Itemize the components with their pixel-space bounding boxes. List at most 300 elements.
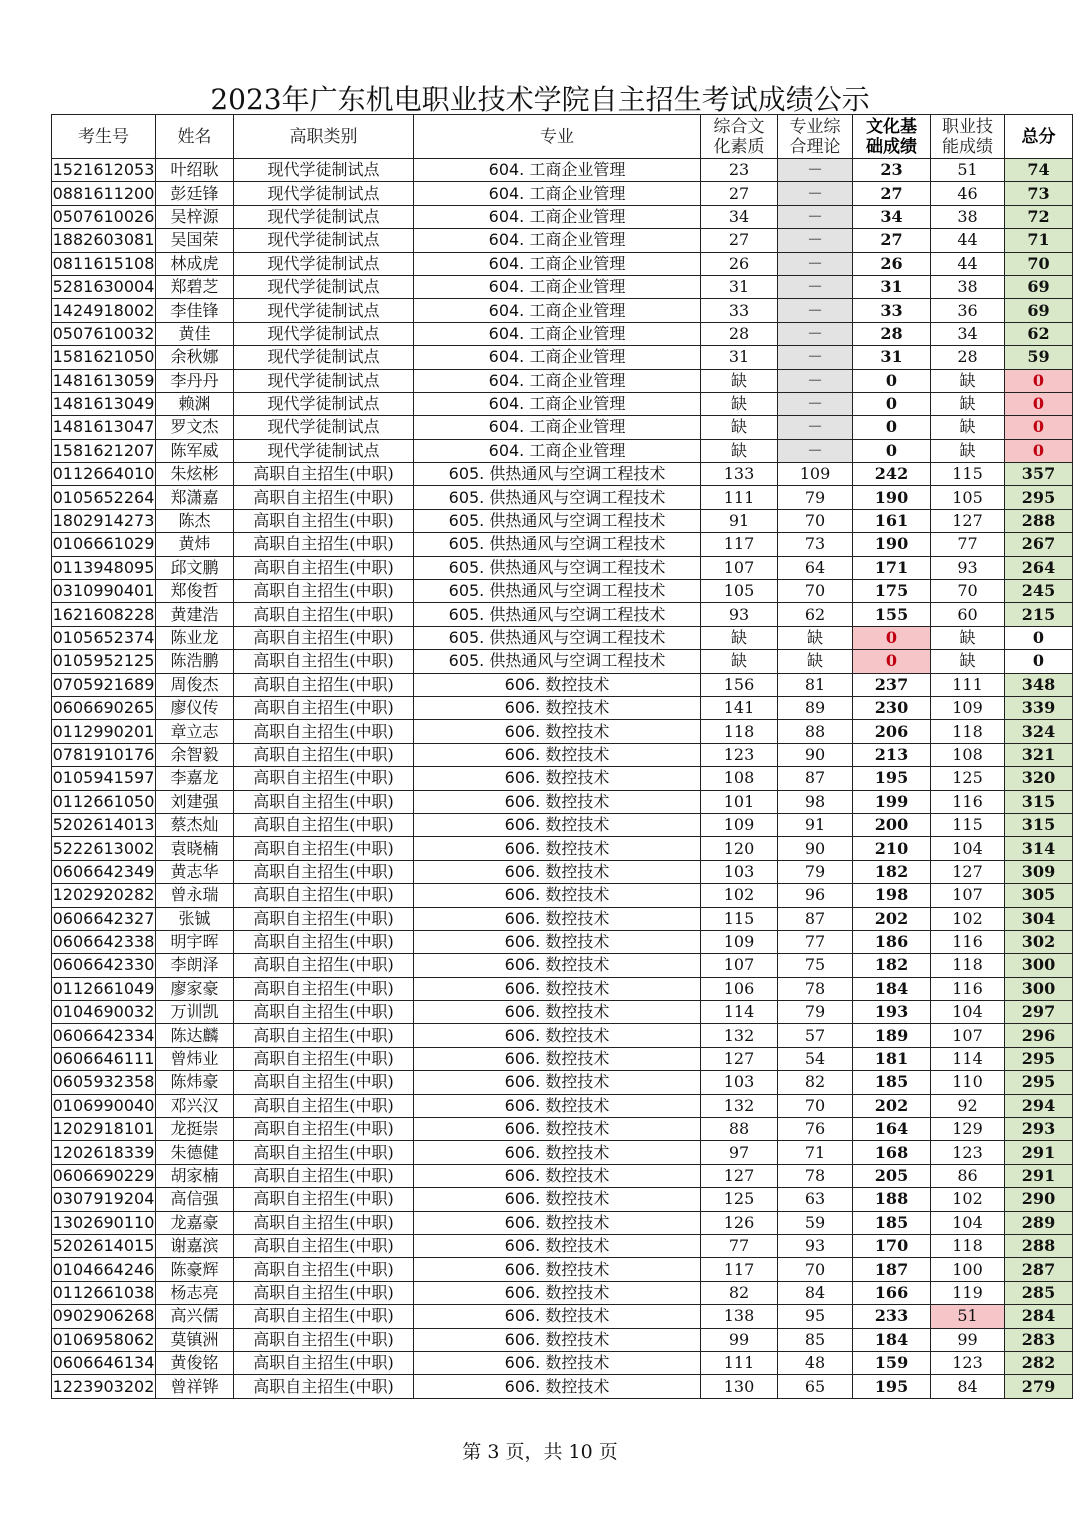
table-row bbox=[52, 1328, 1073, 1351]
cell-total: 293 bbox=[1005, 1118, 1073, 1141]
cell-major: 604. 工商企业管理 bbox=[414, 159, 701, 182]
cell-professional-theory: － bbox=[778, 392, 853, 415]
cell-exam-id: 1481613049 bbox=[52, 392, 156, 415]
cell-exam-id: 0705921689 bbox=[52, 673, 156, 696]
table-row bbox=[52, 977, 1073, 1000]
cell-exam-id: 0606642330 bbox=[52, 954, 156, 977]
table-row bbox=[52, 486, 1073, 509]
cell-category: 高职自主招生(中职) bbox=[234, 1351, 414, 1374]
cell-category: 高职自主招生(中职) bbox=[234, 1071, 414, 1094]
cell-category: 高职自主招生(中职) bbox=[234, 743, 414, 766]
cell-category: 高职自主招生(中职) bbox=[234, 977, 414, 1000]
cell-major: 606. 数控技术 bbox=[414, 1234, 701, 1257]
cell-exam-id: 5222613002 bbox=[52, 837, 156, 860]
table-row bbox=[52, 299, 1073, 322]
cell-total: 304 bbox=[1005, 907, 1073, 930]
cell-name: 龙嘉豪 bbox=[156, 1211, 234, 1234]
cell-name: 郑潇嘉 bbox=[156, 486, 234, 509]
cell-general-culture: 127 bbox=[701, 1047, 778, 1070]
cell-major: 606. 数控技术 bbox=[414, 1118, 701, 1141]
cell-name: 彭廷锋 bbox=[156, 182, 234, 205]
cell-general-culture: 118 bbox=[701, 720, 778, 743]
cell-professional-theory: － bbox=[778, 346, 853, 369]
table-row bbox=[52, 954, 1073, 977]
cell-exam-id: 0112664010 bbox=[52, 463, 156, 486]
cell-skill-score: 114 bbox=[931, 1047, 1005, 1070]
cell-category: 现代学徒制试点 bbox=[234, 299, 414, 322]
cell-culture-score: 242 bbox=[853, 463, 931, 486]
cell-professional-theory: 64 bbox=[778, 556, 853, 579]
cell-name: 陈浩鹏 bbox=[156, 650, 234, 673]
cell-exam-id: 0104690032 bbox=[52, 1001, 156, 1024]
cell-total: 289 bbox=[1005, 1211, 1073, 1234]
cell-total: 320 bbox=[1005, 767, 1073, 790]
cell-exam-id: 0606646111 bbox=[52, 1047, 156, 1070]
cell-skill-score: 116 bbox=[931, 790, 1005, 813]
cell-professional-theory: 57 bbox=[778, 1024, 853, 1047]
cell-major: 604. 工商企业管理 bbox=[414, 182, 701, 205]
cell-name: 郑俊哲 bbox=[156, 580, 234, 603]
cell-exam-id: 0105952125 bbox=[52, 650, 156, 673]
cell-culture-score: 233 bbox=[853, 1305, 931, 1328]
cell-category: 现代学徒制试点 bbox=[234, 416, 414, 439]
cell-professional-theory: 71 bbox=[778, 1141, 853, 1164]
cell-culture-score: 0 bbox=[853, 416, 931, 439]
cell-professional-theory: 73 bbox=[778, 533, 853, 556]
cell-general-culture: 93 bbox=[701, 603, 778, 626]
cell-professional-theory: － bbox=[778, 159, 853, 182]
cell-category: 高职自主招生(中职) bbox=[234, 1164, 414, 1187]
table-row bbox=[52, 275, 1073, 298]
cell-general-culture: 138 bbox=[701, 1305, 778, 1328]
cell-general-culture: 103 bbox=[701, 860, 778, 883]
cell-exam-id: 0811615108 bbox=[52, 252, 156, 275]
cell-category: 高职自主招生(中职) bbox=[234, 463, 414, 486]
table-row bbox=[52, 1118, 1073, 1141]
table-row bbox=[52, 533, 1073, 556]
cell-skill-score: 77 bbox=[931, 533, 1005, 556]
header-category: 高职类别 bbox=[234, 115, 414, 159]
cell-professional-theory: 48 bbox=[778, 1351, 853, 1374]
cell-category: 高职自主招生(中职) bbox=[234, 1141, 414, 1164]
cell-professional-theory: 79 bbox=[778, 860, 853, 883]
table-row bbox=[52, 556, 1073, 579]
cell-category: 高职自主招生(中职) bbox=[234, 954, 414, 977]
table-row bbox=[52, 463, 1073, 486]
cell-culture-score: 0 bbox=[853, 392, 931, 415]
cell-total: 324 bbox=[1005, 720, 1073, 743]
cell-category: 高职自主招生(中职) bbox=[234, 533, 414, 556]
cell-professional-theory: － bbox=[778, 229, 853, 252]
cell-skill-score: 111 bbox=[931, 673, 1005, 696]
cell-total: 0 bbox=[1005, 650, 1073, 673]
cell-exam-id: 5202614015 bbox=[52, 1234, 156, 1257]
cell-skill-score: 28 bbox=[931, 346, 1005, 369]
cell-culture-score: 185 bbox=[853, 1071, 931, 1094]
cell-name: 曾炜业 bbox=[156, 1047, 234, 1070]
cell-exam-id: 5281630004 bbox=[52, 275, 156, 298]
cell-name: 余秋娜 bbox=[156, 346, 234, 369]
cell-culture-score: 0 bbox=[853, 439, 931, 462]
cell-major: 605. 供热通风与空调工程技术 bbox=[414, 486, 701, 509]
cell-professional-theory: 缺 bbox=[778, 650, 853, 673]
cell-name: 林成虎 bbox=[156, 252, 234, 275]
table-row bbox=[52, 930, 1073, 953]
cell-general-culture: 101 bbox=[701, 790, 778, 813]
cell-total: 291 bbox=[1005, 1164, 1073, 1187]
cell-major: 606. 数控技术 bbox=[414, 1188, 701, 1211]
cell-professional-theory: 88 bbox=[778, 720, 853, 743]
cell-culture-score: 186 bbox=[853, 930, 931, 953]
cell-exam-id: 0605932358 bbox=[52, 1071, 156, 1094]
cell-major: 605. 供热通风与空调工程技术 bbox=[414, 533, 701, 556]
cell-professional-theory: 87 bbox=[778, 767, 853, 790]
table-row bbox=[52, 1234, 1073, 1257]
cell-name: 袁晓楠 bbox=[156, 837, 234, 860]
cell-major: 604. 工商企业管理 bbox=[414, 322, 701, 345]
cell-name: 黄志华 bbox=[156, 860, 234, 883]
cell-general-culture: 120 bbox=[701, 837, 778, 860]
cell-total: 288 bbox=[1005, 1234, 1073, 1257]
cell-professional-theory: 90 bbox=[778, 743, 853, 766]
cell-total: 357 bbox=[1005, 463, 1073, 486]
cell-professional-theory: 98 bbox=[778, 790, 853, 813]
cell-skill-score: 缺 bbox=[931, 439, 1005, 462]
cell-skill-score: 100 bbox=[931, 1258, 1005, 1281]
cell-name: 高信强 bbox=[156, 1188, 234, 1211]
cell-category: 高职自主招生(中职) bbox=[234, 813, 414, 836]
cell-general-culture: 106 bbox=[701, 977, 778, 1000]
table-row bbox=[52, 392, 1073, 415]
cell-exam-id: 1581621207 bbox=[52, 439, 156, 462]
cell-exam-id: 1202618339 bbox=[52, 1141, 156, 1164]
table-row bbox=[52, 1281, 1073, 1304]
cell-total: 267 bbox=[1005, 533, 1073, 556]
cell-total: 73 bbox=[1005, 182, 1073, 205]
table-row bbox=[52, 884, 1073, 907]
cell-total: 300 bbox=[1005, 977, 1073, 1000]
cell-culture-score: 0 bbox=[853, 650, 931, 673]
cell-professional-theory: 82 bbox=[778, 1071, 853, 1094]
cell-exam-id: 0113948095 bbox=[52, 556, 156, 579]
cell-category: 高职自主招生(中职) bbox=[234, 1188, 414, 1211]
cell-name: 杨志亮 bbox=[156, 1281, 234, 1304]
cell-major: 606. 数控技术 bbox=[414, 1024, 701, 1047]
cell-exam-id: 0106661029 bbox=[52, 533, 156, 556]
cell-total: 294 bbox=[1005, 1094, 1073, 1117]
cell-exam-id: 1621608228 bbox=[52, 603, 156, 626]
cell-skill-score: 123 bbox=[931, 1141, 1005, 1164]
cell-exam-id: 0105652374 bbox=[52, 626, 156, 649]
cell-category: 高职自主招生(中职) bbox=[234, 907, 414, 930]
cell-major: 605. 供热通风与空调工程技术 bbox=[414, 603, 701, 626]
cell-culture-score: 161 bbox=[853, 509, 931, 532]
cell-general-culture: 133 bbox=[701, 463, 778, 486]
cell-exam-id: 1424918002 bbox=[52, 299, 156, 322]
cell-category: 高职自主招生(中职) bbox=[234, 720, 414, 743]
cell-general-culture: 28 bbox=[701, 322, 778, 345]
cell-culture-score: 184 bbox=[853, 977, 931, 1000]
cell-major: 606. 数控技术 bbox=[414, 720, 701, 743]
cell-professional-theory: 109 bbox=[778, 463, 853, 486]
table-row bbox=[52, 229, 1073, 252]
cell-general-culture: 117 bbox=[701, 533, 778, 556]
cell-name: 刘建强 bbox=[156, 790, 234, 813]
cell-total: 315 bbox=[1005, 790, 1073, 813]
cell-skill-score: 104 bbox=[931, 1001, 1005, 1024]
cell-professional-theory: 87 bbox=[778, 907, 853, 930]
cell-general-culture: 缺 bbox=[701, 439, 778, 462]
cell-major: 604. 工商企业管理 bbox=[414, 416, 701, 439]
cell-skill-score: 127 bbox=[931, 509, 1005, 532]
cell-culture-score: 190 bbox=[853, 486, 931, 509]
cell-professional-theory: 79 bbox=[778, 1001, 853, 1024]
cell-name: 明宇晖 bbox=[156, 930, 234, 953]
cell-general-culture: 27 bbox=[701, 229, 778, 252]
table-row bbox=[52, 767, 1073, 790]
table-row bbox=[52, 907, 1073, 930]
cell-professional-theory: 54 bbox=[778, 1047, 853, 1070]
cell-total: 288 bbox=[1005, 509, 1073, 532]
cell-name: 蔡杰灿 bbox=[156, 813, 234, 836]
cell-name: 胡家楠 bbox=[156, 1164, 234, 1187]
cell-skill-score: 109 bbox=[931, 696, 1005, 719]
table-row bbox=[52, 813, 1073, 836]
cell-culture-score: 206 bbox=[853, 720, 931, 743]
cell-exam-id: 0112661049 bbox=[52, 977, 156, 1000]
table-row bbox=[52, 1047, 1073, 1070]
cell-major: 606. 数控技术 bbox=[414, 954, 701, 977]
cell-general-culture: 88 bbox=[701, 1118, 778, 1141]
cell-major: 606. 数控技术 bbox=[414, 1351, 701, 1374]
cell-skill-score: 93 bbox=[931, 556, 1005, 579]
cell-professional-theory: 59 bbox=[778, 1211, 853, 1234]
cell-general-culture: 77 bbox=[701, 1234, 778, 1257]
table-row bbox=[52, 1024, 1073, 1047]
cell-category: 高职自主招生(中职) bbox=[234, 884, 414, 907]
cell-major: 606. 数控技术 bbox=[414, 884, 701, 907]
cell-culture-score: 184 bbox=[853, 1328, 931, 1351]
cell-total: 314 bbox=[1005, 837, 1073, 860]
cell-category: 现代学徒制试点 bbox=[234, 205, 414, 228]
cell-major: 604. 工商企业管理 bbox=[414, 252, 701, 275]
cell-major: 606. 数控技术 bbox=[414, 1328, 701, 1351]
table-row bbox=[52, 509, 1073, 532]
cell-total: 309 bbox=[1005, 860, 1073, 883]
cell-skill-score: 46 bbox=[931, 182, 1005, 205]
table-row bbox=[52, 603, 1073, 626]
cell-total: 348 bbox=[1005, 673, 1073, 696]
cell-skill-score: 107 bbox=[931, 884, 1005, 907]
cell-exam-id: 1581621050 bbox=[52, 346, 156, 369]
cell-exam-id: 0105941597 bbox=[52, 767, 156, 790]
cell-skill-score: 34 bbox=[931, 322, 1005, 345]
cell-general-culture: 33 bbox=[701, 299, 778, 322]
cell-culture-score: 159 bbox=[853, 1351, 931, 1374]
cell-exam-id: 1302690110 bbox=[52, 1211, 156, 1234]
cell-name: 余智毅 bbox=[156, 743, 234, 766]
cell-culture-score: 230 bbox=[853, 696, 931, 719]
cell-general-culture: 107 bbox=[701, 954, 778, 977]
cell-exam-id: 0507610026 bbox=[52, 205, 156, 228]
cell-major: 605. 供热通风与空调工程技术 bbox=[414, 463, 701, 486]
cell-major: 604. 工商企业管理 bbox=[414, 229, 701, 252]
cell-skill-score: 108 bbox=[931, 743, 1005, 766]
cell-skill-score: 129 bbox=[931, 1118, 1005, 1141]
cell-exam-id: 0106958062 bbox=[52, 1328, 156, 1351]
table-row bbox=[52, 626, 1073, 649]
cell-total: 295 bbox=[1005, 1047, 1073, 1070]
cell-name: 李嘉龙 bbox=[156, 767, 234, 790]
cell-name: 李丹丹 bbox=[156, 369, 234, 392]
cell-general-culture: 102 bbox=[701, 884, 778, 907]
cell-major: 606. 数控技术 bbox=[414, 930, 701, 953]
header-skill-score: 职业技 能成绩 bbox=[931, 115, 1005, 159]
cell-name: 黄佳 bbox=[156, 322, 234, 345]
cell-professional-theory: 65 bbox=[778, 1375, 853, 1398]
cell-culture-score: 198 bbox=[853, 884, 931, 907]
cell-culture-score: 0 bbox=[853, 369, 931, 392]
cell-name: 龙挺崇 bbox=[156, 1118, 234, 1141]
cell-general-culture: 91 bbox=[701, 509, 778, 532]
cell-culture-score: 168 bbox=[853, 1141, 931, 1164]
table-row bbox=[52, 252, 1073, 275]
cell-culture-score: 190 bbox=[853, 533, 931, 556]
table-row bbox=[52, 1094, 1073, 1117]
cell-category: 现代学徒制试点 bbox=[234, 182, 414, 205]
cell-category: 高职自主招生(中职) bbox=[234, 1375, 414, 1398]
cell-exam-id: 5202614013 bbox=[52, 813, 156, 836]
cell-culture-score: 185 bbox=[853, 1211, 931, 1234]
cell-major: 606. 数控技术 bbox=[414, 673, 701, 696]
cell-professional-theory: 90 bbox=[778, 837, 853, 860]
cell-culture-score: 34 bbox=[853, 205, 931, 228]
cell-general-culture: 缺 bbox=[701, 650, 778, 673]
cell-major: 606. 数控技术 bbox=[414, 696, 701, 719]
cell-exam-id: 0881611200 bbox=[52, 182, 156, 205]
cell-major: 604. 工商企业管理 bbox=[414, 392, 701, 415]
scores-table bbox=[51, 114, 1073, 1399]
cell-professional-theory: 70 bbox=[778, 1094, 853, 1117]
cell-general-culture: 127 bbox=[701, 1164, 778, 1187]
cell-category: 高职自主招生(中职) bbox=[234, 1001, 414, 1024]
cell-name: 吴梓源 bbox=[156, 205, 234, 228]
cell-total: 282 bbox=[1005, 1351, 1073, 1374]
cell-name: 万训凯 bbox=[156, 1001, 234, 1024]
cell-skill-score: 123 bbox=[931, 1351, 1005, 1374]
cell-culture-score: 213 bbox=[853, 743, 931, 766]
cell-major: 606. 数控技术 bbox=[414, 1094, 701, 1117]
table-row bbox=[52, 346, 1073, 369]
cell-category: 现代学徒制试点 bbox=[234, 439, 414, 462]
cell-total: 300 bbox=[1005, 954, 1073, 977]
cell-general-culture: 156 bbox=[701, 673, 778, 696]
cell-professional-theory: － bbox=[778, 205, 853, 228]
table-row bbox=[52, 159, 1073, 182]
cell-major: 605. 供热通风与空调工程技术 bbox=[414, 580, 701, 603]
cell-professional-theory: 85 bbox=[778, 1328, 853, 1351]
cell-general-culture: 107 bbox=[701, 556, 778, 579]
table-row bbox=[52, 696, 1073, 719]
cell-major: 606. 数控技术 bbox=[414, 1211, 701, 1234]
cell-major: 604. 工商企业管理 bbox=[414, 346, 701, 369]
cell-professional-theory: 78 bbox=[778, 977, 853, 1000]
cell-category: 现代学徒制试点 bbox=[234, 275, 414, 298]
cell-total: 321 bbox=[1005, 743, 1073, 766]
cell-general-culture: 132 bbox=[701, 1094, 778, 1117]
cell-culture-score: 187 bbox=[853, 1258, 931, 1281]
cell-total: 302 bbox=[1005, 930, 1073, 953]
cell-professional-theory: 缺 bbox=[778, 626, 853, 649]
cell-professional-theory: 96 bbox=[778, 884, 853, 907]
cell-exam-id: 1882603081 bbox=[52, 229, 156, 252]
cell-total: 74 bbox=[1005, 159, 1073, 182]
cell-total: 279 bbox=[1005, 1375, 1073, 1398]
cell-professional-theory: 75 bbox=[778, 954, 853, 977]
cell-skill-score: 缺 bbox=[931, 650, 1005, 673]
cell-culture-score: 155 bbox=[853, 603, 931, 626]
cell-total: 295 bbox=[1005, 1071, 1073, 1094]
cell-major: 606. 数控技术 bbox=[414, 1305, 701, 1328]
cell-skill-score: 38 bbox=[931, 275, 1005, 298]
cell-name: 陈豪辉 bbox=[156, 1258, 234, 1281]
cell-general-culture: 99 bbox=[701, 1328, 778, 1351]
cell-major: 606. 数控技术 bbox=[414, 907, 701, 930]
cell-name: 陈达麟 bbox=[156, 1024, 234, 1047]
cell-name: 陈业龙 bbox=[156, 626, 234, 649]
cell-exam-id: 0105652264 bbox=[52, 486, 156, 509]
cell-total: 284 bbox=[1005, 1305, 1073, 1328]
cell-professional-theory: 84 bbox=[778, 1281, 853, 1304]
cell-skill-score: 115 bbox=[931, 463, 1005, 486]
cell-culture-score: 166 bbox=[853, 1281, 931, 1304]
cell-skill-score: 104 bbox=[931, 837, 1005, 860]
cell-major: 605. 供热通风与空调工程技术 bbox=[414, 626, 701, 649]
table-row bbox=[52, 1351, 1073, 1374]
cell-major: 606. 数控技术 bbox=[414, 767, 701, 790]
cell-culture-score: 202 bbox=[853, 1094, 931, 1117]
cell-major: 606. 数控技术 bbox=[414, 1071, 701, 1094]
cell-total: 0 bbox=[1005, 416, 1073, 439]
cell-major: 604. 工商企业管理 bbox=[414, 439, 701, 462]
cell-skill-score: 116 bbox=[931, 930, 1005, 953]
cell-exam-id: 0902906268 bbox=[52, 1305, 156, 1328]
cell-name: 郑碧芝 bbox=[156, 275, 234, 298]
cell-category: 高职自主招生(中职) bbox=[234, 696, 414, 719]
cell-exam-id: 0606642327 bbox=[52, 907, 156, 930]
cell-professional-theory: 79 bbox=[778, 486, 853, 509]
cell-skill-score: 缺 bbox=[931, 392, 1005, 415]
cell-skill-score: 127 bbox=[931, 860, 1005, 883]
cell-category: 高职自主招生(中职) bbox=[234, 930, 414, 953]
cell-exam-id: 0104664246 bbox=[52, 1258, 156, 1281]
table-row bbox=[52, 205, 1073, 228]
cell-professional-theory: 91 bbox=[778, 813, 853, 836]
cell-major: 606. 数控技术 bbox=[414, 977, 701, 1000]
cell-exam-id: 0606690265 bbox=[52, 696, 156, 719]
cell-exam-id: 0112990201 bbox=[52, 720, 156, 743]
cell-culture-score: 195 bbox=[853, 1375, 931, 1398]
cell-professional-theory: － bbox=[778, 439, 853, 462]
cell-major: 606. 数控技术 bbox=[414, 1164, 701, 1187]
cell-name: 陈军威 bbox=[156, 439, 234, 462]
cell-culture-score: 26 bbox=[853, 252, 931, 275]
cell-skill-score: 51 bbox=[931, 159, 1005, 182]
cell-category: 高职自主招生(中职) bbox=[234, 1211, 414, 1234]
cell-major: 605. 供热通风与空调工程技术 bbox=[414, 556, 701, 579]
cell-total: 215 bbox=[1005, 603, 1073, 626]
cell-general-culture: 31 bbox=[701, 346, 778, 369]
